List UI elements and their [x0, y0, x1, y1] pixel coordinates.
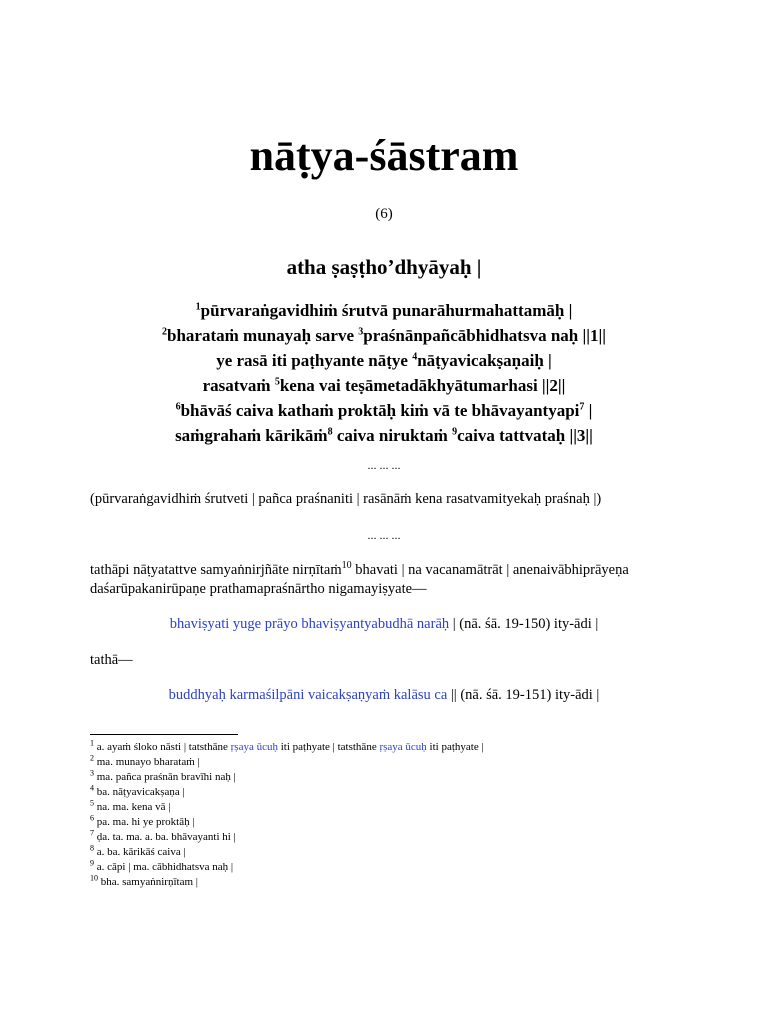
footnote-text: a. ba. kārikāś caiva | [94, 846, 186, 858]
quotation-reference: | (nā. śā. 19-150) ity-ādi | [449, 616, 599, 632]
prose-text: tathāpi nāṭyatattve samyaṅnirjñāte nirṇītaṁ [90, 562, 342, 578]
footnote-text: a. cāpi | ma. cābhidhatsva naḥ | [94, 861, 234, 873]
footnote-marker[interactable]: 6 [175, 401, 181, 413]
verse-text: pūrvaraṅgavidhiṁ śrutvā punarāhurmahattamāḥ | [200, 301, 573, 320]
footnote-marker[interactable]: 9 [452, 426, 458, 438]
verse-text: | [584, 401, 593, 420]
verse-line [0, 398, 768, 423]
footnote-text: na. ma. kena vā | [94, 801, 171, 813]
footnote-number: 1 [90, 738, 94, 748]
footnote-text: a. ayaṁ śloko nāsti | tatsthāne [94, 741, 231, 753]
verse-text: kena vai teṣāmetadākhyātumarhasi ||2|| [279, 376, 566, 395]
footnotes [90, 740, 730, 890]
footnote-marker[interactable]: 2 [162, 326, 168, 338]
verse-text: ye rasā iti paṭhyante nāṭye [216, 351, 413, 370]
page-title: nāṭya-śāstram [249, 131, 519, 180]
footnote-marker[interactable]: 5 [274, 376, 280, 388]
verse-line [0, 373, 768, 398]
footnote-marker[interactable]: 8 [327, 426, 333, 438]
footnote [90, 860, 730, 875]
quotation [0, 615, 768, 634]
ellipsis-separator: ... ... ... [367, 458, 401, 472]
verse-text: praśnānpañcābhidhatsva naḥ ||1|| [363, 326, 606, 345]
footnote-number: 4 [90, 783, 94, 793]
quotation [0, 686, 768, 705]
verse-text: rasatvaṁ [202, 376, 275, 395]
verse-line [0, 423, 768, 448]
verse-text: bharataṁ munayaḥ sarve [167, 326, 359, 345]
verse-text: bhāvāś caiva kathaṁ proktāḥ kiṁ vā te bhāvayantyapi [180, 401, 580, 420]
footnote-text: ḍa. ta. ma. a. ba. bhāvayanti hi | [94, 831, 236, 843]
verse-text: caiva niruktaṁ [332, 426, 453, 445]
footnote [90, 815, 730, 830]
footnote-text: ba. nāṭyavicakṣaṇa | [94, 786, 185, 798]
footnote-number: 8 [90, 843, 94, 853]
footnote-marker[interactable]: 7 [579, 401, 585, 413]
footnote [90, 770, 730, 785]
footnote-marker[interactable]: 1 [195, 301, 201, 313]
footnote-number: 2 [90, 753, 94, 763]
footnote [90, 830, 730, 845]
footnote-text: ma. munayo bharataṁ | [94, 756, 200, 768]
footnote-text: iti paṭhyate | tatsthāne [277, 741, 380, 753]
summary-paragraph: (pūrvaraṅgavidhiṁ śrutveti | pañca praśnaniti | rasānāṁ kena rasatvamityekaḥ praśnaḥ |) [90, 491, 602, 507]
footnote-link[interactable]: ṛṣaya ūcuḥ [230, 741, 278, 753]
quoted-verse-link[interactable]: buddhyaḥ karmaśilpāni vaicakṣaṇyaṁ kalāsu ca [168, 687, 448, 703]
footnote [90, 875, 730, 890]
footnote-text: ma. pañca praśnān bravīhi naḥ | [94, 771, 236, 783]
chapter-heading: atha ṣaṣṭho’dhyāyaḥ | [286, 255, 482, 279]
verse-line [0, 298, 768, 323]
quotation-reference: || (nā. śā. 19-151) ity-ādi | [447, 687, 600, 703]
footnote-text: bha. samyaṅnirṇītam | [98, 876, 198, 888]
footnote [90, 785, 730, 800]
ellipsis-separator: ... ... ... [367, 528, 401, 542]
footnote [90, 740, 730, 755]
verse-block [0, 298, 768, 448]
verse-text: caiva tattvataḥ ||3|| [457, 426, 593, 445]
footnote-number: 7 [90, 828, 94, 838]
footnote-number: 3 [90, 768, 94, 778]
chapter-number: (6) [375, 206, 393, 222]
footnote-divider [90, 734, 238, 735]
verse-text: saṁgrahaṁ kārikāṁ [175, 426, 328, 445]
footnote-number: 5 [90, 798, 94, 808]
verse-line [0, 323, 768, 348]
footnote-text: pa. ma. hi ye proktāḥ | [94, 816, 195, 828]
verse-line [0, 348, 768, 373]
prose-text: bhavati | na vacanamātrāt | anenaivābhiprāyeṇa daśarūpakanirūpaṇe prathamapraśnārtho nigamayiṣyate— [90, 562, 629, 597]
footnote-number: 9 [90, 858, 94, 868]
footnote-text: iti paṭhyate | [426, 741, 484, 753]
footnote-marker[interactable]: 3 [358, 326, 364, 338]
verse-text: nāṭyavicakṣaṇaiḥ | [417, 351, 552, 370]
footnote [90, 755, 730, 770]
prose-paragraph: tathā— [90, 652, 133, 668]
footnote-marker[interactable]: 4 [412, 351, 418, 363]
footnote [90, 845, 730, 860]
footnote-number: 10 [90, 873, 98, 883]
prose-paragraph [90, 561, 690, 599]
footnote-marker[interactable]: 10 [341, 560, 352, 572]
quoted-verse-link[interactable]: bhaviṣyati yuge prāyo bhaviṣyantyabudhā narāḥ [169, 616, 450, 632]
footnote-link[interactable]: ṛṣaya ūcuḥ [379, 741, 427, 753]
footnote [90, 800, 730, 815]
footnote-number: 6 [90, 813, 94, 823]
